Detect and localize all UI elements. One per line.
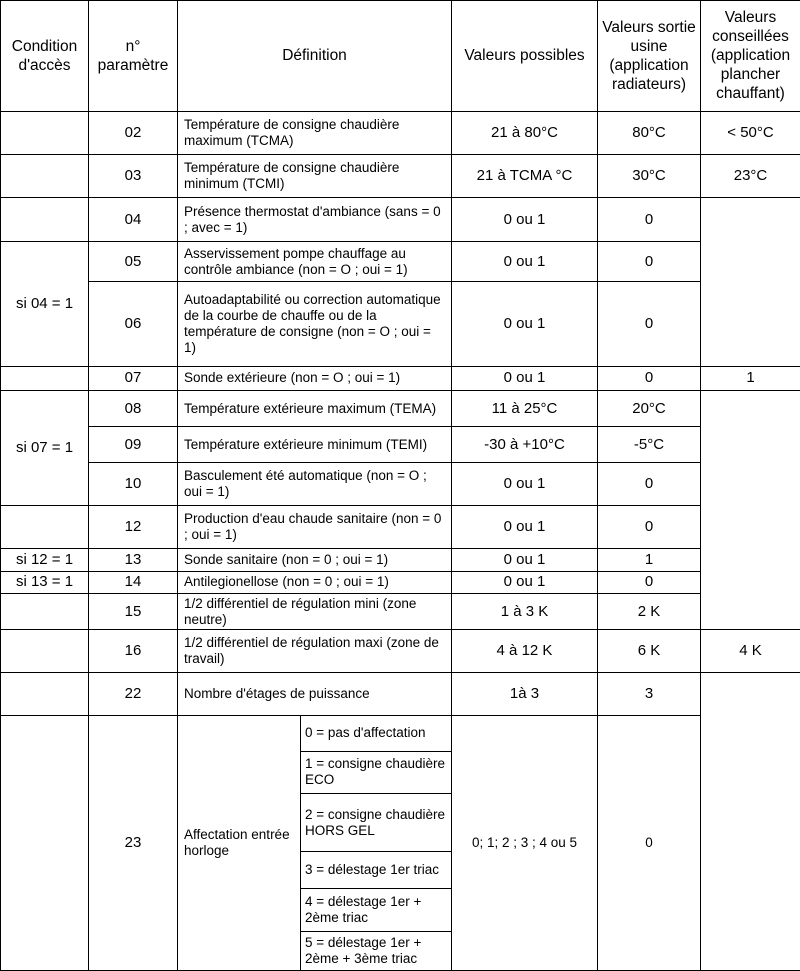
table-row <box>1 463 800 505</box>
header-row <box>1 1 800 112</box>
param-definition: 1/2 différentiel de régulation maxi (zone de travail) <box>178 630 452 673</box>
param-number: 09 <box>89 427 178 463</box>
advised-value: < 50°C <box>701 111 800 154</box>
table-row <box>1 427 800 463</box>
factory-value: 1 <box>598 548 701 571</box>
factory-value: 80°C <box>598 111 701 154</box>
param-definition: Température extérieure maximum (TEMA) <box>178 390 452 426</box>
condition-cell <box>1 715 89 970</box>
possible-values: 0 ou 1 <box>452 463 598 505</box>
possible-values: 0; 1; 2 ; 3 ; 4 ou 5 <box>452 715 598 970</box>
param-number: 12 <box>89 505 178 548</box>
table-row <box>1 366 800 390</box>
param-definition: Température extérieure minimum (TEMI) <box>178 427 452 463</box>
param-number: 06 <box>89 282 178 366</box>
option-item: 3 = délestage 1er triac <box>301 852 452 889</box>
header-condition: Condition d'accès <box>1 1 89 112</box>
table-row <box>1 390 800 426</box>
header-advised: Valeurs conseillées (application plancher chauffant) <box>701 1 800 112</box>
option-item: 4 = délestage 1er + 2ème triac <box>301 889 452 931</box>
param-definition: Asservissement pompe chauffage au contrôle ambiance (non = O ; oui = 1) <box>178 242 452 282</box>
possible-values: 4 à 12 K <box>452 630 598 673</box>
possible-values: 0 ou 1 <box>452 548 598 571</box>
table-row <box>1 505 800 548</box>
header-possible: Valeurs possibles <box>452 1 598 112</box>
condition-cell <box>1 154 89 197</box>
factory-value: 0 <box>598 505 701 548</box>
factory-value: 0 <box>598 366 701 390</box>
table-row <box>1 154 800 197</box>
possible-values: 0 ou 1 <box>452 242 598 282</box>
param-definition: Nombre d'étages de puissance <box>178 673 452 715</box>
advised-value-empty <box>701 673 800 971</box>
table-row <box>1 630 800 673</box>
condition-cell: si 13 = 1 <box>1 571 89 593</box>
condition-cell: si 07 = 1 <box>1 390 89 505</box>
factory-value: 30°C <box>598 154 701 197</box>
param-definition: Sonde sanitaire (non = 0 ; oui = 1) <box>178 548 452 571</box>
factory-value: 0 <box>598 571 701 593</box>
param-number: 02 <box>89 111 178 154</box>
condition-cell <box>1 366 89 390</box>
possible-values: 0 ou 1 <box>452 571 598 593</box>
condition-cell <box>1 111 89 154</box>
condition-cell <box>1 673 89 715</box>
param-definition: Basculement été automatique (non = O ; oui = 1) <box>178 463 452 505</box>
param-number: 05 <box>89 242 178 282</box>
possible-values: 0 ou 1 <box>452 198 598 242</box>
factory-value: 20°C <box>598 390 701 426</box>
factory-value: 0 <box>598 282 701 366</box>
param-definition: Température de consigne chaudière maximum (TCMA) <box>178 111 452 154</box>
table-row <box>1 593 800 629</box>
header-definition: Définition <box>178 1 452 112</box>
table-row <box>1 282 800 366</box>
possible-values: -30 à +10°C <box>452 427 598 463</box>
param-number: 22 <box>89 673 178 715</box>
table-row <box>1 242 800 282</box>
table-row <box>1 715 800 751</box>
factory-value: 0 <box>598 715 701 970</box>
advised-value: 23°C <box>701 154 800 197</box>
advised-value: 4 K <box>701 630 800 673</box>
condition-cell <box>1 593 89 629</box>
param-number: 07 <box>89 366 178 390</box>
param-definition: Température de consigne chaudière minimum (TCMI) <box>178 154 452 197</box>
param-definition: Sonde extérieure (non = O ; oui = 1) <box>178 366 452 390</box>
option-item: 2 = consigne chaudière HORS GEL <box>301 793 452 851</box>
param-number: 10 <box>89 463 178 505</box>
option-item: 1 = consigne chaudière ECO <box>301 751 452 793</box>
factory-value: 0 <box>598 242 701 282</box>
param-number: 04 <box>89 198 178 242</box>
factory-value: 0 <box>598 463 701 505</box>
table-row <box>1 548 800 571</box>
possible-values: 21 à 80°C <box>452 111 598 154</box>
option-item: 0 = pas d'affectation <box>301 715 452 751</box>
possible-values: 11 à 25°C <box>452 390 598 426</box>
possible-values: 0 ou 1 <box>452 282 598 366</box>
param-definition: 1/2 différentiel de régulation mini (zone neutre) <box>178 593 452 629</box>
possible-values: 0 ou 1 <box>452 366 598 390</box>
param-number: 08 <box>89 390 178 426</box>
possible-values: 1à 3 <box>452 673 598 715</box>
param-definition: Antilegionellose (non = 0 ; oui = 1) <box>178 571 452 593</box>
param-definition: Affectation entrée horloge <box>178 715 301 970</box>
condition-cell <box>1 630 89 673</box>
advised-value-empty <box>701 390 800 629</box>
option-item: 5 = délestage 1er + 2ème + 3ème triac <box>301 931 452 970</box>
param-number: 03 <box>89 154 178 197</box>
condition-cell: si 12 = 1 <box>1 548 89 571</box>
advised-value-empty <box>701 198 800 367</box>
table-row <box>1 111 800 154</box>
table-row <box>1 673 800 715</box>
advised-value: 1 <box>701 366 800 390</box>
factory-value: 3 <box>598 673 701 715</box>
param-definition: Présence thermostat d'ambiance (sans = 0 ; avec = 1) <box>178 198 452 242</box>
condition-cell: si 04 = 1 <box>1 242 89 367</box>
param-number: 13 <box>89 548 178 571</box>
factory-value: 2 K <box>598 593 701 629</box>
possible-values: 0 ou 1 <box>452 505 598 548</box>
factory-value: 6 K <box>598 630 701 673</box>
param-number: 16 <box>89 630 178 673</box>
condition-cell <box>1 505 89 548</box>
param-number: 14 <box>89 571 178 593</box>
param-definition: Autoadaptabilité ou correction automatique de la courbe de chauffe ou de la température de consigne (non = O ; oui = 1) <box>178 282 452 366</box>
table-row <box>1 571 800 593</box>
factory-value: 0 <box>598 198 701 242</box>
param-number: 15 <box>89 593 178 629</box>
header-factory: Valeurs sortie usine (application radiateurs) <box>598 1 701 112</box>
param-definition: Production d'eau chaude sanitaire (non = 0 ; oui = 1) <box>178 505 452 548</box>
factory-value: -5°C <box>598 427 701 463</box>
condition-cell <box>1 198 89 242</box>
possible-values: 1 à 3 K <box>452 593 598 629</box>
param-number: 23 <box>89 715 178 970</box>
possible-values: 21 à TCMA °C <box>452 154 598 197</box>
header-param: n° paramètre <box>89 1 178 112</box>
table-row <box>1 198 800 242</box>
